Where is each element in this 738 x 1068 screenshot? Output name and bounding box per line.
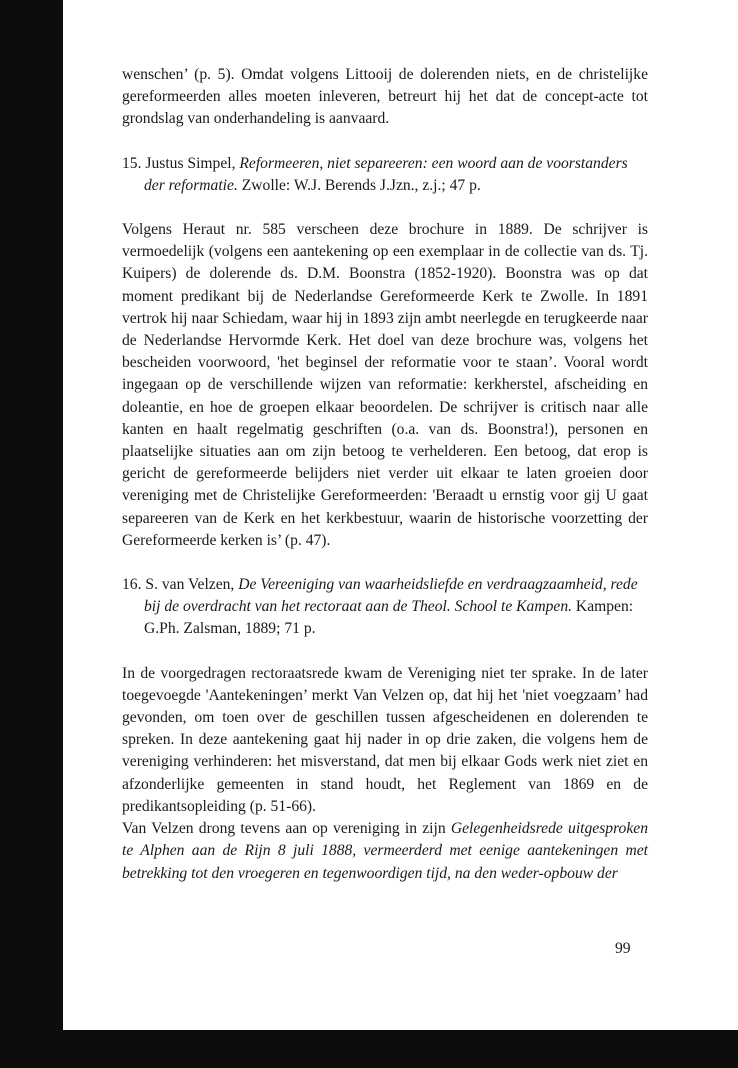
scan-bottom-border <box>0 1030 738 1068</box>
entry-15-publication: Zwolle: W.J. Berends J.Jzn., z.j.; 47 p. <box>237 176 481 194</box>
paragraph-last <box>122 818 648 885</box>
entry-15-prefix: 15. Justus Simpel, <box>122 154 240 172</box>
page-number: 99 <box>615 940 631 957</box>
paragraph-last-text: Van Velzen drong tevens aan op vereniging in zijn <box>122 820 451 838</box>
paragraph-last-title: Gelegenheidsrede uitgesproken te Alphen aan de Rijn 8 juli 1888, vermeerderd met eenige aantekeningen met betrekking tot den vroegeren en tegenwoordigen tijd, na den weder-opbouw der <box>122 820 648 882</box>
scan-left-border <box>0 0 63 1068</box>
bibliography-entry-15 <box>122 153 648 197</box>
bibliography-entry-16 <box>122 574 648 641</box>
entry-16-publication: Kampen: G.Ph. Zalsman, 1889; 71 p. <box>144 598 634 638</box>
paragraph-top: wenschen’ (p. 5). Omdat volgens Littooij de dolerenden niets, en de christelijke gereformeerden alles moeten inleveren, betreurt hij het dat de concept-acte tot grondslag van onderhandeling is aanvaard. <box>122 66 648 128</box>
entry-16-prefix: 16. S. van Velzen, <box>122 576 239 594</box>
entry-16-title: De Vereeniging van waarheidsliefde en verdraagzaamheid, rede bij de overdracht van het rectoraat aan de Theol. School te Kampen. <box>144 576 638 616</box>
page-text-block <box>122 64 648 885</box>
paragraph-entry-16: In de voorgedragen rectoraatsrede kwam de Vereniging niet ter sprake. In de later toegevoegde 'Aantekeningen’ merkt Van Velzen op, dat hij het 'niet voegzaam’ had gevonden, om toen over de geschillen tussen afgescheidenen en dolerenden te spreken. In deze aantekening gaat hij nader in op drie zaken, die volgens hem de vereniging verhinderen: het misverstand, dat men bij elkaar Gods werk niet ziet en afzonderlijke gemeenten in stand houdt, het Reglement van 1869 en de predikantsopleiding (p. 51-66). <box>122 664 648 815</box>
paragraph-entry-15: Volgens Heraut nr. 585 verscheen deze brochure in 1889. De schrijver is vermoedelijk (volgens een aantekening op een exemplaar in de collectie van ds. Tj. Kuipers) de dolerende ds. D.M. Boonstra (1852-1920). Boonstra was op dat moment predikant bij de Nederlandse Gereformeerde Kerk te Zwolle. In 1891 vertrok hij naar Schiedam, waar hij in 1893 zijn ambt neerlegde en terugkeerde naar de Nederlandse Hervormde Kerk. Het doel van deze brochure was, volgens het bescheiden voorwoord, 'het beginsel der reformatie voor te staan’. Vooral wordt ingegaan op de verschillende wijzen van reformatie: kerkherstel, afscheiding en doleantie, en hoe de groepen elkaar beoordelen. De schrijver is critisch naar alle kanten en haalt regelmatig geschriften (o.a. van ds. Boonstra!), personen en plaatselijke situaties aan om zijn betoog te verhelderen. Een betoog, dat erop is gericht de gereformeerde belijders niet verder uit elkaar te laten groeien door vereniging met de Christelijke Gereformeerden: 'Beraadt u ernstig voor gij U gaat separeeren van de Kerk en het kerkbestuur, waarin de historische voorzetting der Gereformeerde kerken is’ (p. 47). <box>122 221 648 549</box>
entry-15-title: Reformeeren, niet separeeren: een woord aan de voorstanders der reformatie. <box>144 154 628 194</box>
